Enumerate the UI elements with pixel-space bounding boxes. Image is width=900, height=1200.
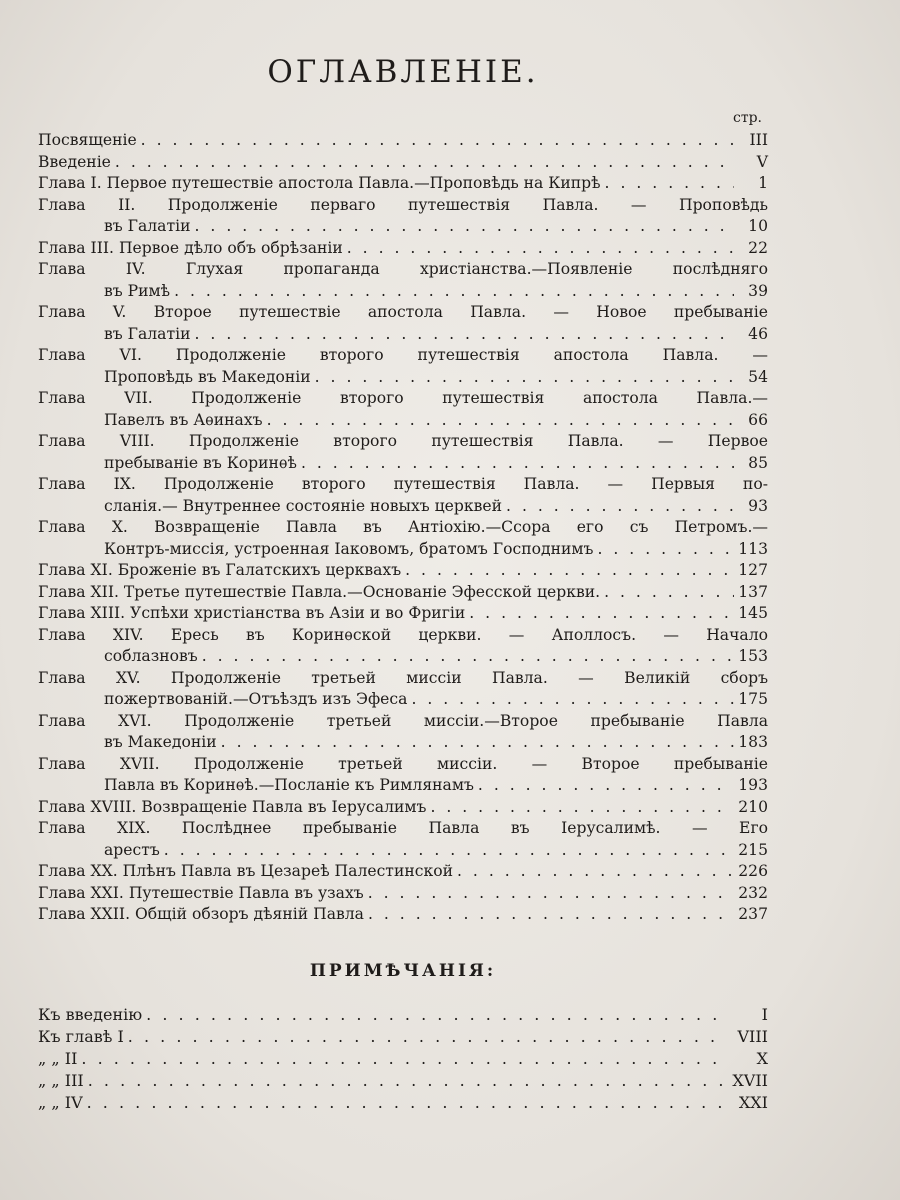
dot-leader [88,1070,724,1092]
toc-entry [38,797,768,819]
toc-entry [38,238,768,260]
toc-line [38,410,768,432]
page-number: VIII [737,1026,768,1046]
dot-leader [115,152,734,174]
entry-text: Глава XIII. Успѣхи христіанства въ Азіи и во Фригіи [38,604,466,622]
entry-text: „ „ II [38,1048,78,1068]
toc-line [38,367,768,389]
toc-line [38,689,768,711]
entry-text: Глава I. Первое путешествіе апостола Павла.—Проповѣдь на Кипрѣ [38,174,601,192]
toc-entry [38,345,768,388]
toc-line [38,711,768,733]
entry-text: въ Галатіи [104,217,191,235]
toc-line [38,302,768,324]
toc-line [38,861,768,883]
page-number: 232 [738,883,768,902]
toc-line [38,496,768,518]
toc-line [38,259,768,281]
toc-entry [38,388,768,431]
page-number: III [749,131,768,149]
page-number: 175 [738,690,768,708]
dot-leader [604,582,734,604]
toc-entry [38,668,768,711]
entry-text: Глава II. Продолженіе перваго путешествія Павла. — Проповѣдь [38,195,768,214]
dot-leader [315,367,734,389]
toc-entry [38,195,768,238]
entry-text: Глава IX. Продолженіе второго путешествія Павла. — Первыя по- [38,475,768,493]
toc-entry [38,152,768,174]
page-number: 1 [758,174,768,192]
toc-line [38,797,768,819]
dot-leader [174,281,734,303]
entry-text: Къ главѣ I [38,1026,124,1046]
toc-entry [38,818,768,861]
entry-text: въ Римѣ [104,281,171,300]
dot-leader [430,797,734,819]
table-of-contents [38,130,768,926]
entry-text: Посвященіе [38,131,137,149]
entry-text: соблазновъ [104,647,198,665]
entry-text: Глава XII. Третье путешествіе Павла.—Основаніе Эфесской церкви. [38,582,601,601]
entry-text: Глава XV. Продолженіе третьей миссіи Павла. — Великій сборъ [38,668,768,687]
dot-leader [469,603,734,625]
page-title: ОГЛАВЛЕНІЕ. [267,54,539,90]
toc-line [38,582,768,604]
toc-line [38,754,768,776]
toc-line [38,625,768,647]
page-number: 46 [748,324,768,343]
entry-text: Глава XX. Плѣнъ Павла въ Цезареѣ Палестинской [38,862,453,880]
toc-line [38,603,768,625]
dot-leader [195,216,735,238]
toc-line [38,560,768,582]
page-number: 113 [738,539,768,558]
toc-line [38,324,768,346]
toc-line [38,173,768,195]
entry-text: Глава XIV. Ересь въ Коринѳской церкви. — Аполлосъ. — Начало [38,625,768,644]
page-number: 127 [738,561,768,579]
entry-text: арестъ [104,840,160,859]
page-number: 210 [738,797,768,816]
entry-text: Глава XXI. Путешествіе Павла въ узахъ [38,883,364,902]
dot-leader [368,904,734,926]
entry-text: пребываніе въ Коринѳѣ [104,453,297,472]
entry-text: „ „ IV [38,1092,83,1112]
entry-text: Глава V. Второе путешествіе апостола Павла. — Новое пребываніе [38,303,768,321]
toc-entry [38,711,768,754]
dot-leader [195,324,735,346]
toc-entry [38,560,768,582]
entry-text: Къ введенію [38,1004,143,1024]
entry-text: Глава XVII. Продолженіе третьей миссіи. — Второе пребываніе [38,754,768,773]
page-number: 183 [738,733,768,751]
dot-leader [87,1092,724,1114]
page-number: 54 [748,367,768,386]
page-number: 153 [738,647,768,665]
toc-line [38,517,768,539]
toc-line [38,883,768,905]
toc-entry [38,173,768,195]
note-entry [38,1048,768,1070]
note-entry [38,1004,768,1026]
entry-text: Глава IV. Глухая пропаганда христіанства.—Появленіе послѣдняго [38,260,768,278]
page-number: 145 [738,604,768,622]
dot-leader [506,496,734,518]
toc-line [38,668,768,690]
page-number: 66 [748,410,768,429]
note-entry [38,1026,768,1048]
page-number: X [756,1048,768,1068]
toc-entry [38,883,768,905]
toc-line [38,216,768,238]
toc-line [38,388,768,410]
notes-list [38,1004,768,1114]
page-number: 39 [748,281,768,300]
toc-line [38,152,768,174]
dot-leader [457,861,734,883]
toc-entry [38,130,768,152]
toc-line [38,431,768,453]
toc-entry [38,517,768,560]
dot-leader [128,1026,724,1048]
page-number: V [756,152,768,171]
page-number: 193 [738,776,768,794]
toc-entry [38,861,768,883]
entry-text: Глава VII. Продолженіе второго путешествія апостола Павла.— [38,389,768,407]
dot-leader [405,560,734,582]
notes-title: ПРИМѢЧАНІЯ: [309,960,497,981]
dot-leader [141,130,734,152]
toc-line [38,453,768,475]
entry-text: Глава VIII. Продолженіе второго путешествія Павла. — Первое [38,432,768,450]
toc-entry [38,754,768,797]
dot-leader [411,689,734,711]
toc-line [38,818,768,840]
entry-text: Павелъ въ Аѳинахъ [104,410,263,429]
toc-line [38,732,768,754]
toc-entry [38,302,768,345]
page-number: XXI [738,1092,768,1112]
toc-line [38,646,768,668]
dot-leader [221,732,734,754]
dot-leader [81,1048,724,1070]
page-number: 215 [738,840,768,859]
entry-text: Проповѣдь въ Македоніи [104,367,311,386]
toc-line [38,474,768,496]
toc-entry [38,582,768,604]
toc-line [38,840,768,862]
book-page [38,40,768,1114]
page-number: 22 [748,238,768,257]
dot-leader [301,453,734,475]
dot-leader [146,1004,724,1026]
entry-text: Глава XXII. Общій обзоръ дѣяній Павла [38,905,364,923]
toc-entry [38,474,768,517]
entry-text: „ „ III [38,1070,84,1090]
toc-line [38,238,768,260]
page-number: I [761,1004,768,1024]
toc-entry [38,431,768,474]
toc-line [38,195,768,217]
entry-text: сланія.— Внутреннее состояніе новыхъ церквей [104,496,503,515]
page-column-label: стр. [733,110,762,126]
entry-text: Глава XIX. Послѣднее пребываніе Павла въ Іерусалимѣ. — Его [38,819,768,837]
toc-line [38,130,768,152]
entry-text: Глава XVI. Продолженіе третьей миссіи.—Второе пребываніе Павла [38,711,768,730]
dot-leader [164,840,734,862]
page-number: 93 [748,496,768,515]
dot-leader [597,539,734,561]
page-number: 10 [748,217,768,235]
entry-text: Глава III. Первое дѣло объ обрѣзаніи [38,238,343,257]
entry-text: Контръ-миссія, устроенная Іаковомъ, братомъ Господнимъ [104,539,594,558]
page-number: 85 [748,453,768,472]
page-number: XVII [732,1070,768,1090]
entry-text: Павла въ Коринѳѣ.—Посланіе къ Римлянамъ [104,776,474,794]
note-entry [38,1070,768,1092]
entry-text: Глава VI. Продолженіе второго путешествія апостола Павла. — [38,346,768,364]
toc-entry [38,904,768,926]
dot-leader [478,775,734,797]
entry-text: въ Македоніи [104,733,217,751]
page-number: 226 [738,862,768,880]
toc-entry [38,603,768,625]
entry-text: Глава XVIII. Возвращеніе Павла въ Іерусалимъ [38,797,427,816]
toc-entry [38,625,768,668]
entry-text: въ Галатіи [104,324,191,343]
entry-text: Глава X. Возвращеніе Павла въ Антіохію.—Ссора его съ Петромъ.— [38,518,768,536]
toc-line [38,281,768,303]
toc-line [38,904,768,926]
toc-line [38,775,768,797]
dot-leader [347,238,734,260]
toc-line [38,539,768,561]
dot-leader [368,883,734,905]
toc-entry [38,259,768,302]
toc-line [38,345,768,367]
entry-text: пожертвованій.—Отъѣздъ изъ Эфеса [104,690,408,708]
page-number: 237 [738,905,768,923]
dot-leader [202,646,734,668]
dot-leader [267,410,734,432]
entry-text: Глава XI. Броженіе въ Галатскихъ церквахъ [38,561,402,579]
entry-text: Введеніе [38,152,111,171]
note-entry [38,1092,768,1114]
dot-leader [605,173,734,195]
page-number: 137 [738,582,768,601]
